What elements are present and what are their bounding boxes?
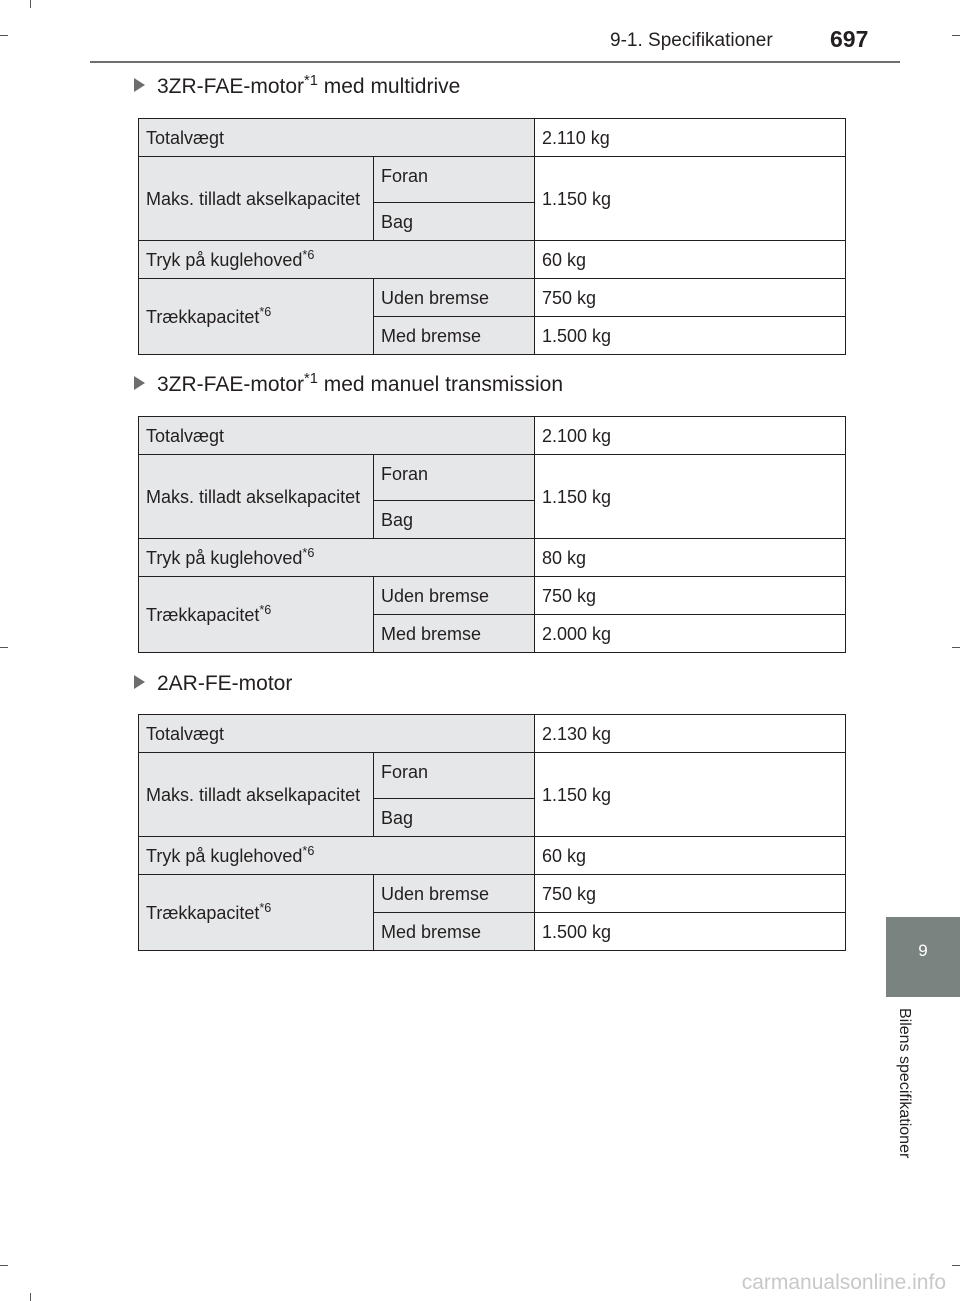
heading-suffix: med manuel transmission bbox=[317, 373, 564, 396]
label-cell: Totalvægt bbox=[139, 715, 535, 753]
value-cell: 1.150 kg bbox=[535, 455, 846, 539]
value-cell: 1.500 kg bbox=[535, 317, 846, 355]
label-cell: Maks. tilladt akselkapacitet bbox=[139, 157, 374, 241]
label-cell: Uden bremse bbox=[374, 875, 535, 913]
label-cell: Foran bbox=[374, 157, 535, 203]
value-cell: 750 kg bbox=[535, 279, 846, 317]
crop-mark bbox=[30, 0, 31, 8]
table-row bbox=[139, 577, 846, 615]
chapter-tab bbox=[886, 917, 960, 997]
label-cell: Tryk på kuglehoved$^{*6}$ bbox=[139, 837, 535, 875]
value-cell: 1.500 kg bbox=[535, 913, 846, 951]
table-row bbox=[139, 279, 846, 317]
table-row bbox=[139, 417, 846, 455]
heading-text: 3ZR-FAE-motor bbox=[157, 75, 305, 98]
label-cell: Totalvægt bbox=[139, 119, 535, 157]
label-cell: Tryk på kuglehoved$^{*6}$ bbox=[139, 539, 535, 577]
heading-suffix: med multidrive bbox=[317, 75, 461, 98]
table-row bbox=[139, 753, 846, 799]
crop-mark bbox=[30, 1293, 31, 1301]
heading-text: 3ZR-FAE-motor bbox=[157, 373, 305, 396]
value-cell: 80 kg bbox=[535, 539, 846, 577]
label-cell: Med bremse bbox=[374, 913, 535, 951]
label-cell: Trækkapacitet$^{*6}$ bbox=[139, 279, 374, 355]
label-cell: Maks. tilladt akselkapacitet bbox=[139, 753, 374, 837]
table-row bbox=[139, 837, 846, 875]
label-cell: Foran bbox=[374, 753, 535, 799]
label-cell: Tryk på kuglehoved$^{*6}$ bbox=[139, 241, 535, 279]
value-cell: 1.150 kg bbox=[535, 157, 846, 241]
crop-mark bbox=[0, 647, 8, 648]
label-cell: Bag bbox=[374, 501, 535, 539]
spec-table-manual bbox=[138, 416, 846, 653]
value-cell: 2.110 kg bbox=[535, 119, 846, 157]
table-row bbox=[139, 455, 846, 501]
footnote-ref: *1 bbox=[304, 370, 318, 387]
section-heading-2ar bbox=[134, 672, 292, 696]
spec-table-multidrive bbox=[138, 118, 846, 355]
crop-mark bbox=[0, 1265, 8, 1266]
label-cell: Foran bbox=[374, 455, 535, 501]
table-row bbox=[139, 119, 846, 157]
label-cell: Med bremse bbox=[374, 317, 535, 355]
section-heading-multidrive bbox=[134, 72, 461, 99]
triangle-bullet-icon bbox=[134, 675, 145, 689]
value-cell: 2.000 kg bbox=[535, 615, 846, 653]
label-cell: Bag bbox=[374, 203, 535, 241]
section-title: 9-1. Specifikationer bbox=[610, 30, 773, 51]
label-cell: Uden bremse bbox=[374, 577, 535, 615]
value-cell: 750 kg bbox=[535, 875, 846, 913]
watermark: carmanualsonline.info bbox=[741, 1271, 946, 1294]
heading-text: 2AR-FE-motor bbox=[157, 672, 293, 695]
table-row bbox=[139, 157, 846, 203]
label-cell: Trækkapacitet$^{*6}$ bbox=[139, 875, 374, 951]
value-cell: 60 kg bbox=[535, 837, 846, 875]
page-header bbox=[0, 24, 960, 64]
table-row bbox=[139, 875, 846, 913]
label-cell: Trækkapacitet$^{*6}$ bbox=[139, 577, 374, 653]
value-cell: 60 kg bbox=[535, 241, 846, 279]
footnote-ref: *1 bbox=[304, 72, 318, 89]
label-cell: Totalvægt bbox=[139, 417, 535, 455]
table-row bbox=[139, 241, 846, 279]
table-row bbox=[139, 715, 846, 753]
label-cell: Bag bbox=[374, 799, 535, 837]
value-cell: 2.130 kg bbox=[535, 715, 846, 753]
page-number: 697 bbox=[830, 26, 869, 52]
triangle-bullet-icon bbox=[134, 78, 145, 92]
label-cell: Maks. tilladt akselkapacitet bbox=[139, 455, 374, 539]
crop-mark bbox=[952, 647, 960, 648]
triangle-bullet-icon bbox=[134, 376, 145, 390]
header-rule bbox=[90, 61, 900, 63]
table-row bbox=[139, 539, 846, 577]
spec-table-2ar bbox=[138, 714, 846, 951]
chapter-label: Bilens specifikationer bbox=[896, 1008, 913, 1159]
label-cell: Med bremse bbox=[374, 615, 535, 653]
value-cell: 750 kg bbox=[535, 577, 846, 615]
section-heading-manual bbox=[134, 370, 564, 397]
value-cell: 1.150 kg bbox=[535, 753, 846, 837]
crop-mark bbox=[952, 1265, 960, 1266]
value-cell: 2.100 kg bbox=[535, 417, 846, 455]
label-cell: Uden bremse bbox=[374, 279, 535, 317]
chapter-number: 9 bbox=[918, 941, 928, 960]
